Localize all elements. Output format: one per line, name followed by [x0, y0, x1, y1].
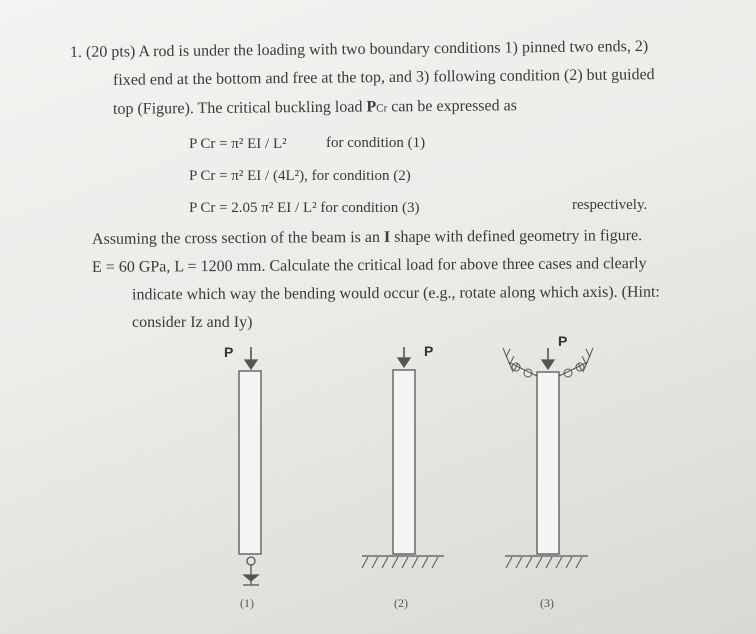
pcr-symbol: P	[366, 98, 377, 116]
problem-line-8: E = 60 GPa, L = 1200 mm. Calculate the critical load for above three cases and clearly	[91, 255, 647, 276]
problem-line-9: indicate which way the bending would occur (e.g., rotate along which axis). (Hint:	[131, 283, 660, 304]
column-2	[393, 370, 415, 554]
problem-line-1: 1. (20 pts) A rod is under the loading with two boundary conditions 1) pinned two ends, 2)	[69, 37, 649, 62]
load-label-3: P	[558, 333, 568, 349]
equation-1: P Cr = π² EI / L²	[189, 136, 287, 152]
guide-roller-right	[559, 348, 593, 377]
case-label-3: (3)	[540, 596, 554, 610]
column-3	[537, 372, 559, 554]
equation-3: P Cr = 2.05 π² EI / L² for condition (3)	[189, 200, 420, 216]
case-label-2: (2)	[394, 596, 408, 610]
problem-line-10: consider Iz and Iy)	[132, 314, 253, 331]
problem-line-7-text: Assuming the cross section of the beam is an	[91, 228, 385, 248]
problem-line-3-text: top (Figure). The critical buckling load	[112, 98, 367, 118]
case-label-1: (1)	[240, 596, 254, 610]
problem-line-3-end: can be expressed as	[387, 97, 517, 116]
problem-line-7-end: shape with defined geometry in figure.	[390, 227, 643, 246]
equation-2: P Cr = π² EI / (4L²), for condition (2)	[189, 168, 411, 184]
load-label-2: P	[424, 343, 434, 359]
respectively-label: respectively.	[572, 197, 648, 213]
column-1	[239, 371, 261, 554]
equation-1-condition: for condition (1)	[326, 135, 426, 151]
i-shape-symbol: I	[383, 228, 391, 246]
load-label-1: P	[224, 344, 234, 360]
pin-support-bottom	[247, 557, 255, 565]
guide-roller-left	[503, 348, 537, 377]
problem-line-2: fixed end at the bottom and free at the top, and 3) following condition (2) but guided	[112, 66, 655, 89]
pcr-subscript: Cr	[376, 102, 388, 115]
